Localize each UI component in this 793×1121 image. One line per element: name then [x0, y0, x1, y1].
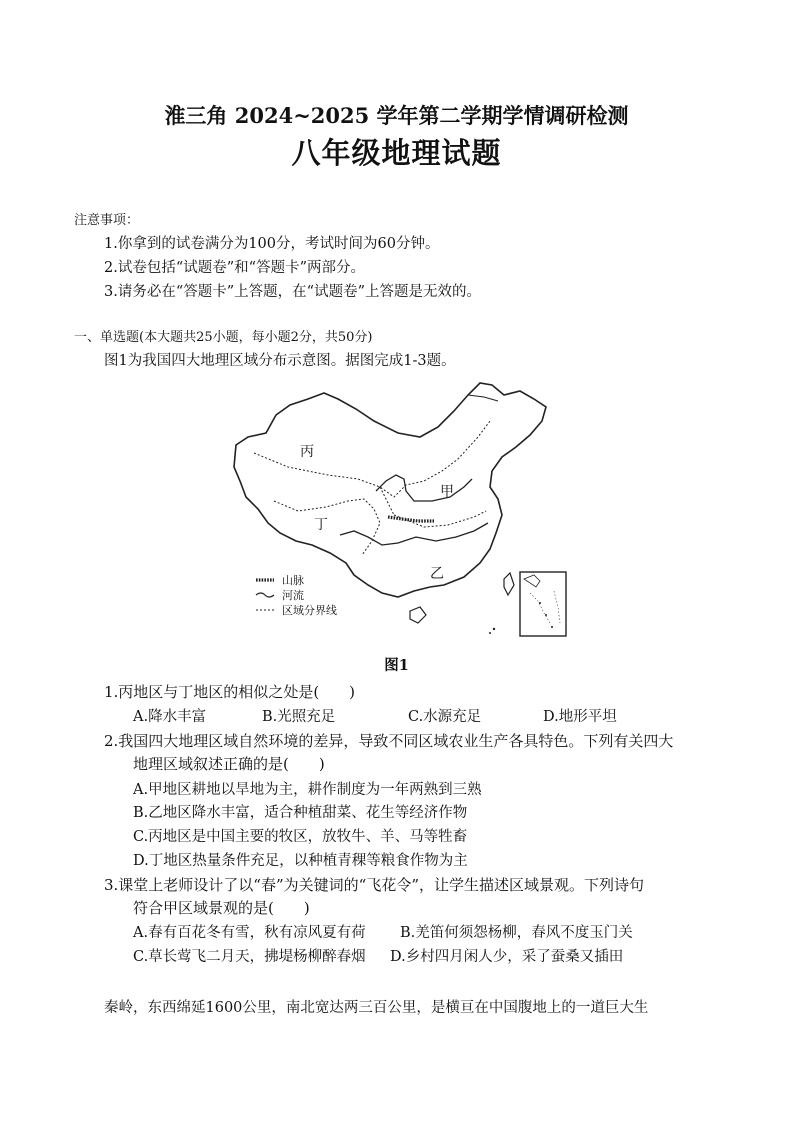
boundary-northwest: [254, 421, 490, 497]
section-intro: 图1为我国四大地理区域分布示意图。据图完成1-3题。: [104, 353, 456, 369]
hainan-island: [410, 607, 426, 623]
question-1-option-b: B.光照充足: [262, 709, 336, 725]
china-regions-map: [228, 375, 580, 640]
south-sea-inset: [520, 572, 566, 636]
region-label-bing: 丙: [300, 444, 314, 460]
question-1-option-a: A.降水丰富: [133, 709, 207, 725]
region-label-jia: 甲: [440, 484, 454, 500]
country-outline: [234, 383, 546, 597]
figure-caption: 图1: [384, 657, 409, 674]
note-item-1: 1.你拿到的试卷满分为100分，考试时间为60分钟。: [104, 236, 440, 252]
legend-river-icon: [256, 593, 274, 597]
legend-river-label: 河流: [282, 589, 304, 602]
region-label-yi: 乙: [430, 566, 444, 582]
passage-qinling: 秦岭，东西绵延1600公里，南北宽达两三百公里，是横亘在中国腹地上的一道巨大生: [104, 1000, 649, 1016]
question-2-option-b: B.乙地区降水丰富，适合种植甜菜、花生等经济作物: [133, 805, 468, 821]
question-3-option-c: C.草长莺飞二月天，拂堤杨柳醉春烟: [133, 949, 366, 965]
question-1-option-c: C.水源充足: [408, 709, 482, 725]
question-2-option-c: C.丙地区是中国主要的牧区，放牧牛、羊、马等牲畜: [133, 829, 468, 845]
yangtze-river: [340, 523, 488, 545]
section-heading: 一、单选题(本大题共25小题，每小题2分，共50分): [74, 330, 373, 345]
question-3-option-d: D.乡村四月闲人少，采了蚕桑又插田: [390, 949, 624, 965]
note-item-2: 2.试卷包括“试题卷”和“答题卡”两部分。: [104, 260, 365, 276]
question-2-stem-line2: 地理区域叙述正确的是( ): [133, 755, 325, 773]
notes-heading: 注意事项：: [74, 213, 140, 228]
qinling-mountains: [388, 517, 434, 521]
question-3-option-b: B.羌笛何须怨杨柳，春风不度玉门关: [400, 925, 633, 941]
legend-mountain-label: 山脉: [282, 574, 304, 587]
question-3-stem-line2: 符合甲区域景观的是( ): [133, 899, 310, 917]
region-label-ding: 丁: [314, 517, 328, 533]
question-2-stem-line1: 2.我国四大地理区域自然环境的差异，导致不同区域农业生产各具特色。下列有关四大: [104, 732, 674, 750]
question-1-stem: 1.丙地区与丁地区的相似之处是( ): [104, 683, 356, 701]
exam-subject-title: 八年级地理试题: [291, 136, 502, 170]
yellow-river: [376, 475, 472, 501]
taiwan-island: [504, 573, 514, 595]
exam-header-title: 淮三角 2024~2025 学年第二学期学情调研检测: [164, 103, 629, 128]
question-2-option-d: D.丁地区热量条件充足，以种植青稞等粮食作物为主: [133, 853, 468, 869]
question-1-option-d: D.地形平坦: [543, 709, 617, 725]
legend-boundary-label: 区域分界线: [282, 604, 337, 617]
question-2-option-a: A.甲地区耕地以旱地为主，耕作制度为一年两熟到三熟: [133, 782, 482, 798]
map-legend: [256, 574, 337, 617]
question-3-option-a: A.春有百花冬有雪，秋有凉风夏有荷: [133, 925, 366, 941]
note-item-3: 3.请务必在“答题卡”上答题，在“试题卷”上答题是无效的。: [104, 284, 481, 300]
question-3-stem-line1: 3.课堂上老师设计了以“春”为关键词的“飞花令”，让学生描述区域景观。下列诗句: [104, 876, 644, 894]
